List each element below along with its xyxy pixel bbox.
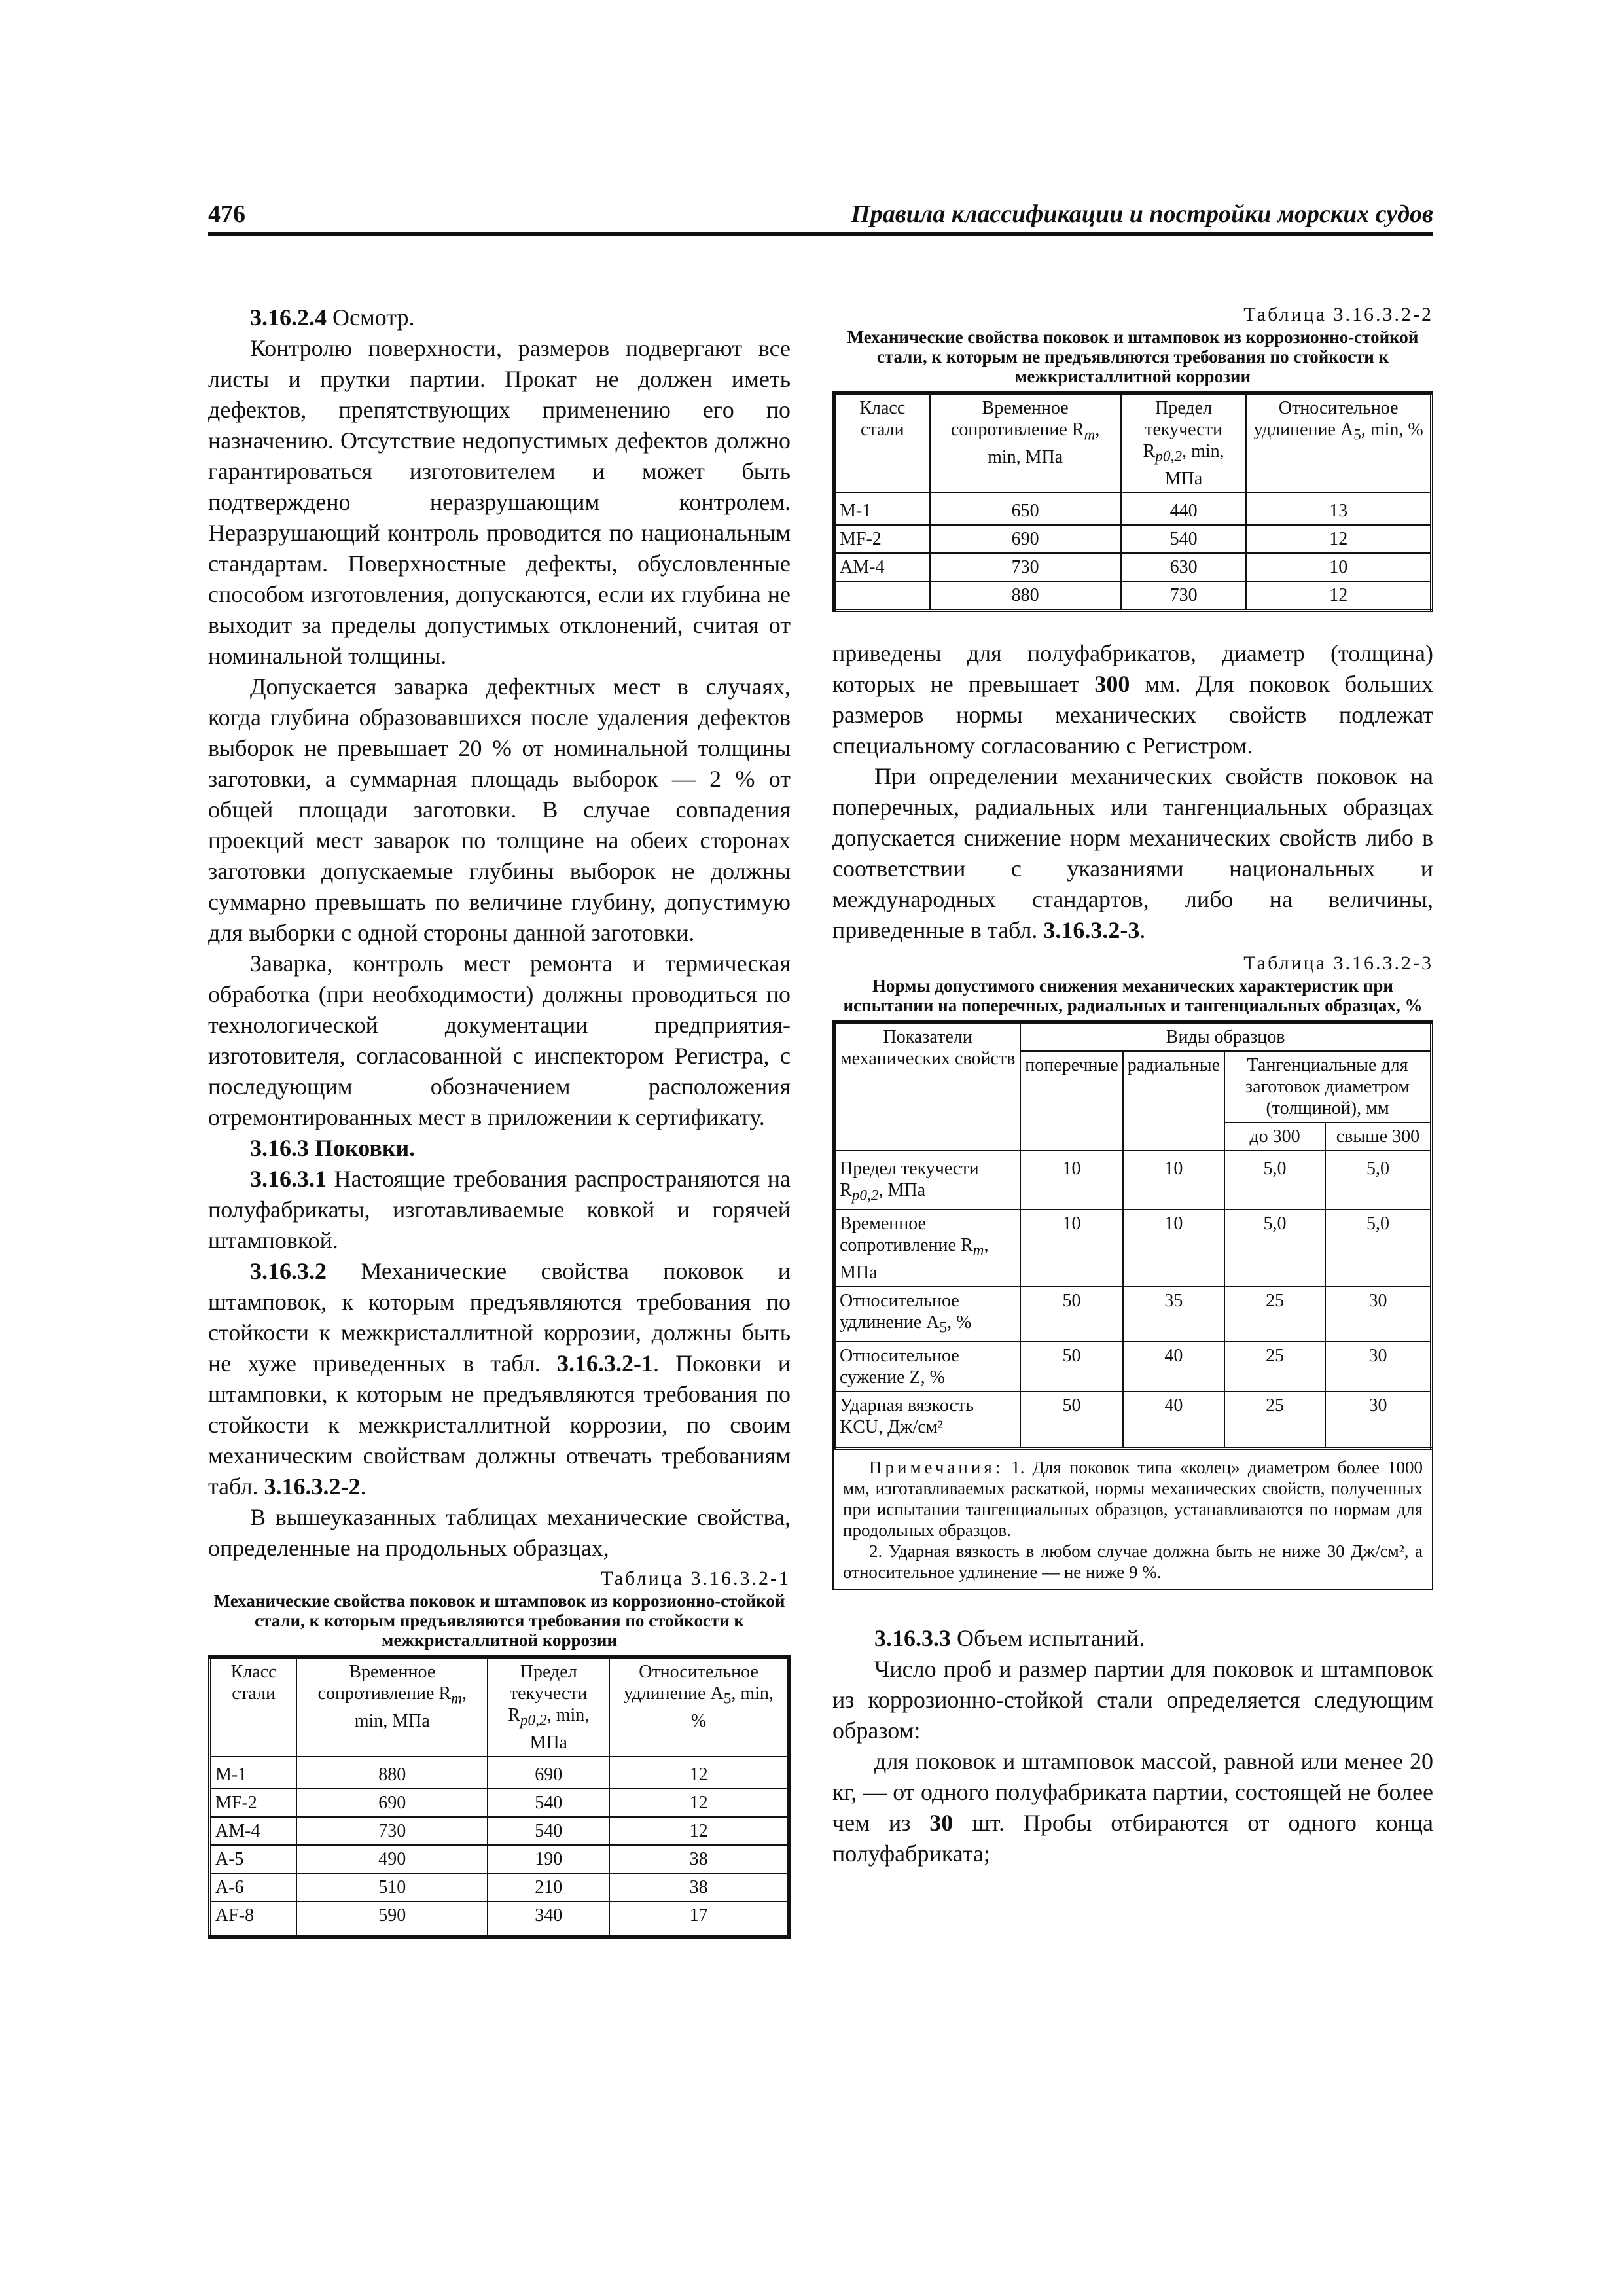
table-label: Таблица 3.16.3.2-1 [601,1568,791,1589]
table-row: MF-2 690 540 12 [210,1789,789,1817]
header-rule [208,232,1433,236]
paragraph: 3.16.3.2 Механические свойства поковок и штамповок, к которым предъявляются требования по стойкости к межкристаллитной коррозии, должны быть не хуже приведенных в табл. 3.16.3.2-1. Поковки и штамповки, к которым не предъявляются требования по стойкости к межкристаллитной коррозии, по своим механическим свойствам должны отвечать требованиям табл. 3.16.3.2-2. [208,1258,791,1499]
section-heading-3-16-3: 3.16.3 Поковки. [250,1135,416,1161]
table-header-cell: свыше 300 [1325,1122,1432,1151]
paragraph: В вышеуказанных таблицах механические свойства, определенные на продольных образцах, [208,1504,791,1561]
section-heading-3-16-2-4: 3.16.2.4 Осмотр. [250,304,415,331]
table-row: Относительное сужение Z, % 50 40 25 30 [834,1342,1432,1391]
paragraph: для поковок и штамповок массой, равной или менее 20 кг, — от одного полуфабриката партии, состоящей не более чем из 30 шт. Пробы отбираются от одного конца полуфабриката; [832,1748,1433,1867]
table-header-cell: Виды образцов [1020,1022,1431,1051]
paragraph: Допускается заварка дефектных мест в случаях, когда глубина образовавшихся после удаления дефектов выборок не превышает 20 % от номинальной толщины заготовки, а суммарная площадь выборок — 2 % от общей площади заготовки. В случае совпадения проекций мест заварок по толщине на обеих сторонах заготовки допускаемые глубины выборок не должны суммарно превышать по величине глубину, допустимую для выборки с одной стороны данной заготовки. [208,673,791,946]
table-3-16-3-2-2 [832,391,1433,612]
table-header-cell: Временное сопротивление $R_m$, min, МПа [930,393,1121,493]
table-header-cell: радиальные [1123,1051,1224,1151]
spacer [832,1590,1433,1623]
paragraph: При определении механических свойств поковок на поперечных, радиальных или тангенциальных образцах допускается снижение норм механических свойств либо в соответствии с указаниями национальных и международных стандартов, либо на величины, приведенные в табл. 3.16.3.2-3. [832,762,1433,943]
table-header-cell: Показатели механических свойств [834,1022,1021,1151]
left-column [208,302,791,1939]
table-row: AM-4 730 630 10 [834,553,1432,581]
table-header-cell: Тангенциальные для заготовок диаметром (толщиной), мм [1224,1051,1431,1122]
paragraph: Число проб и размер партии для поковок и штамповок из коррозионно-стойкой стали определяется следующим образом: [832,1656,1433,1744]
table-notes: Примечания: 1. Для поковок типа «колец» диаметром более 1000 мм, изготавливаемых раскаткой, нормы механических свойств, полученных при испытании тангенциальных образцов, устанавливаются по нормам для продольных образцов. 2. Ударная вязкость в любом случае должна быть не ниже 30 Дж/см², а относительное удлинение — не ниже 9 %. [832,1450,1433,1590]
paragraph: 3.16.3.1 Настоящие требования распространяются на полуфабрикаты, изготавливаемые ковкой и горячей штамповкой. [208,1166,791,1253]
table-row: MF-2 690 540 12 [834,525,1432,553]
table-caption: Механические свойства поковок и штамповок из коррозионно-стойкой стали, к которым предъявляются требования по стойкости к межкристаллитной коррозии [213,1591,785,1650]
table-caption: Механические свойства поковок и штамповок из коррозионно-стойкой стали, к которым не предъявляются требования по стойкости к межкристаллитной коррозии [847,327,1419,386]
table-header-cell: Предел текучести $R_{p0,2}$, min, МПа [1121,393,1247,493]
table-row: Временное сопротивление $R_m$, МПа 10 10 5,0 5,0 [834,1210,1432,1287]
table-header-cell: Класс стали [834,393,930,493]
table-header-cell: поперечные [1020,1051,1122,1151]
section-heading-3-16-3-3: 3.16.3.3 Объем испытаний. [874,1625,1145,1652]
table-header-row [834,1022,1432,1051]
table-row: Ударная вязкость KCU, Дж/см² 50 40 25 30 [834,1391,1432,1449]
paragraph: Контролю поверхности, размеров подвергают все листы и прутки партии. Прокат не должен иметь дефектов, препятствующих применению его по назначению. Отсутствие недопустимых дефектов должно гарантироваться изготовителем и может быть подтверждено неразрушающим контролем. Неразрушающий контроль проводится по национальным стандартам. Поверхностные дефекты, обусловленные способом изготовления, допускаются, если их глубина не выходит за пределы допустимых отклонений, считая от номинальной толщины. [208,335,791,669]
table-3-16-3-2-3 [832,1020,1433,1451]
table-row: 880 730 12 [834,581,1432,611]
running-title: Правила классификации и постройки морских судов [851,200,1433,228]
table-row: Относительное удлинение $A_5$, % 50 35 25 30 [834,1287,1432,1342]
table-row: AF-8 590 340 17 [210,1901,789,1937]
page-header [208,200,1433,232]
table-label: Таблица 3.16.3.2-2 [1243,304,1433,325]
table-header-cell: Предел текучести $R_{p0,2}$, min, МПа [488,1657,609,1757]
table-header-row [834,393,1432,493]
paragraph: приведены для полуфабрикатов, диаметр (толщина) которых не превышает 300 мм. Для поковок больших размеров нормы механических свойств подлежат специальному согласованию с Регистром. [832,639,1434,759]
table-caption: Нормы допустимого снижения механических характеристик при испытании на поперечных, радиальных и тангенциальных образцах, % [843,975,1423,1015]
table-header-cell: Относительное удлинение $A_5$, min, % [1246,393,1431,493]
table-row: M-1 650 440 13 [834,493,1432,525]
table-header-cell: Класс стали [210,1657,297,1757]
page-number: 476 [208,200,245,228]
table-header-cell: Временное сопротивление $R_m$, min, МПа [296,1657,488,1757]
table-label: Таблица 3.16.3.2-3 [1243,952,1433,974]
spacer [832,612,1433,638]
table-header-row [210,1657,789,1757]
table-3-16-3-2-1 [208,1655,791,1939]
table-header-cell: до 300 [1224,1122,1325,1151]
table-row: A-5 490 190 38 [210,1845,789,1873]
table-row: Предел текучести $R_{p0,2}$, МПа 10 10 5,0 5,0 [834,1151,1432,1210]
table-row: A-6 510 210 38 [210,1873,789,1901]
table-header-cell: Относительное удлинение $A_5$, min, % [609,1657,789,1757]
table-row: M-1 880 690 12 [210,1757,789,1789]
right-column [832,302,1433,1869]
table-row: AM-4 730 540 12 [210,1817,789,1845]
paragraph: Заварка, контроль мест ремонта и термическая обработка (при необходимости) должны проводиться по технологической документации предприятия-изготовителя, согласованной с инспектором Регистра, с последующим обозначением расположения отремонтированных мест в приложении к сертификату. [208,950,791,1130]
